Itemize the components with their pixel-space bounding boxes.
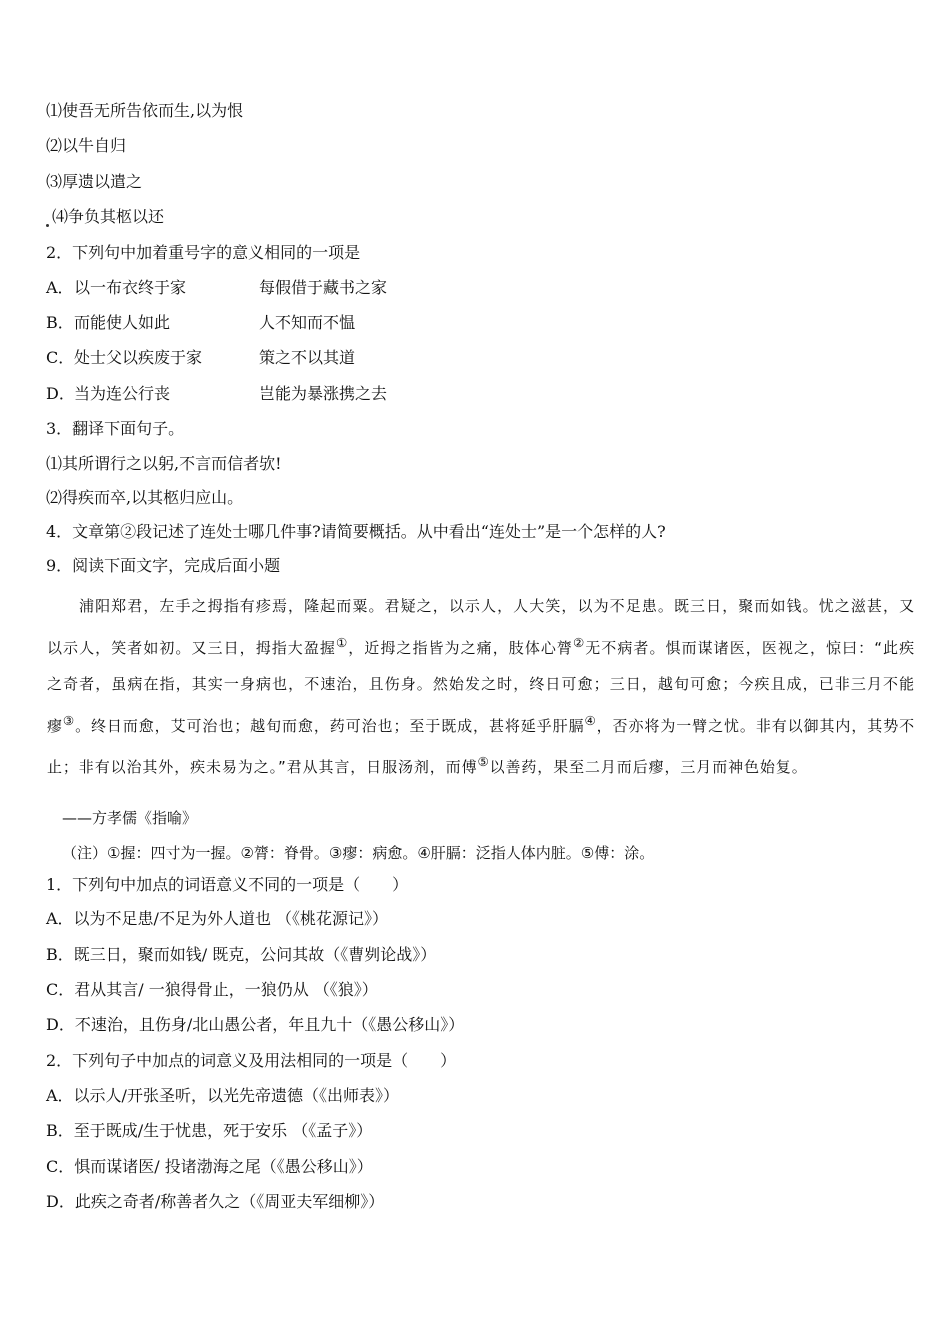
- p2-q1-option-b: B．既三日，聚而如钱/ 既克，公问其故（《曹刿论战》）: [46, 945, 437, 964]
- q2-stem: 2．下列句中加着重号字的意义相同的一项是: [46, 243, 361, 262]
- p2-q2-option-b: B．至于既成/生于忧患，死于安乐 （《孟子》）: [46, 1121, 373, 1140]
- q2-option-d: D．当为连公行丧 岂能为暴涨携之去: [46, 384, 388, 403]
- p2-q2-option-c: C．惧而谋诸医/ 投诸渤海之尾（《愚公移山》）: [46, 1157, 373, 1176]
- item-4: ⑷争负其柩以还: [52, 207, 165, 226]
- item-1: ⑴使吾无所告依而生,以为恨: [46, 101, 244, 120]
- passage-note: （注）①握：四寸为一握。②膂：脊骨。③瘳：病愈。④肝膈：泛指人体内脏。⑤傅：涂。: [62, 844, 655, 862]
- footnote-ref-4: ④: [584, 712, 597, 728]
- p2-q1-stem: 1．下列句中加点的词语意义不同的一项是（ ）: [46, 875, 409, 894]
- q4-stem: 4．文章第②段记述了连处士哪几件事?请简要概括。从中看出“连处士”是一个怎样的人?: [46, 522, 666, 541]
- footnote-ref-3: ③: [62, 712, 76, 728]
- q2-option-a: A．以一布衣终于家 每假借于藏书之家: [46, 278, 388, 297]
- q3-item-1: ⑴其所谓行之以躬,不言而信者欤!: [46, 454, 282, 473]
- q3-item-2: ⑵得疾而卒,以其柩归应山。: [46, 488, 244, 507]
- p2-q2-option-d: D．此疾之奇者/称善者久之（《周亚夫军细柳》）: [46, 1192, 385, 1211]
- p2-q1-option-d: D．不速治，且伤身/北山愚公者，年且九十（《愚公移山》）: [46, 1015, 465, 1034]
- reading-heading: 9．阅读下面文字，完成后面小题: [46, 556, 281, 575]
- p2-q1-option-a: A．以为不足患/不足为外人道也 （《桃花源记》）: [46, 909, 389, 928]
- q2-option-c: C．处士父以疾废于家 策之不以其道: [46, 348, 356, 367]
- p2-q2-stem: 2．下列句子中加点的词意义及用法相同的一项是（ ）: [46, 1051, 457, 1070]
- reading-passage: 浦阳郑君，左手之拇指有疹焉，隆起而粟。君疑之，以示人，人大笑，以为不足患。既三日，聚而如钱。忧之滋甚，又以示人，笑者如初。又三日，拇指大盈握①，近拇之指皆为之痛，肢体心膂②无不病者。惧而谋诸医，医视之，惊曰：“此疾之奇者，虽病在指，其实一身病也，不速治，且伤身。然始发之时，终日可愈；三日，越旬可愈；今疾且成，已非三月不能瘳③。终日而愈，艾可治也；越旬而愈，药可治也；至于既成，甚将延乎肝膈④，否亦将为一臂之忧。非有以御其内，其势不止；非有以治其外，疾未易为之。”君从其言，日服汤剂，而傅⑤以善药，果至二月而后瘳，三月而神色始复。: [47, 597, 916, 776]
- footnote-ref-2: ②: [572, 634, 586, 650]
- q3-stem: 3．翻译下面句子。: [46, 419, 185, 438]
- p2-q1-option-c: C．君从其言/ 一狼得骨止，一狼仍从 （《狼》）: [46, 980, 378, 999]
- p2-q2-option-a: A．以示人/开张圣听，以光先帝遗德（《出师表》）: [46, 1086, 399, 1105]
- item-3: ⑶厚遗以遣之: [46, 172, 143, 191]
- item-2: ⑵以牛自归: [46, 136, 127, 155]
- stray-dot: [46, 224, 49, 227]
- footnote-ref-1: ①: [335, 634, 349, 650]
- footnote-ref-5: ⑤: [477, 754, 490, 769]
- passage-source: ——方孝儒《指喻》: [62, 809, 198, 827]
- q2-option-b: B．而能使人如此 人不知而不愠: [46, 313, 356, 332]
